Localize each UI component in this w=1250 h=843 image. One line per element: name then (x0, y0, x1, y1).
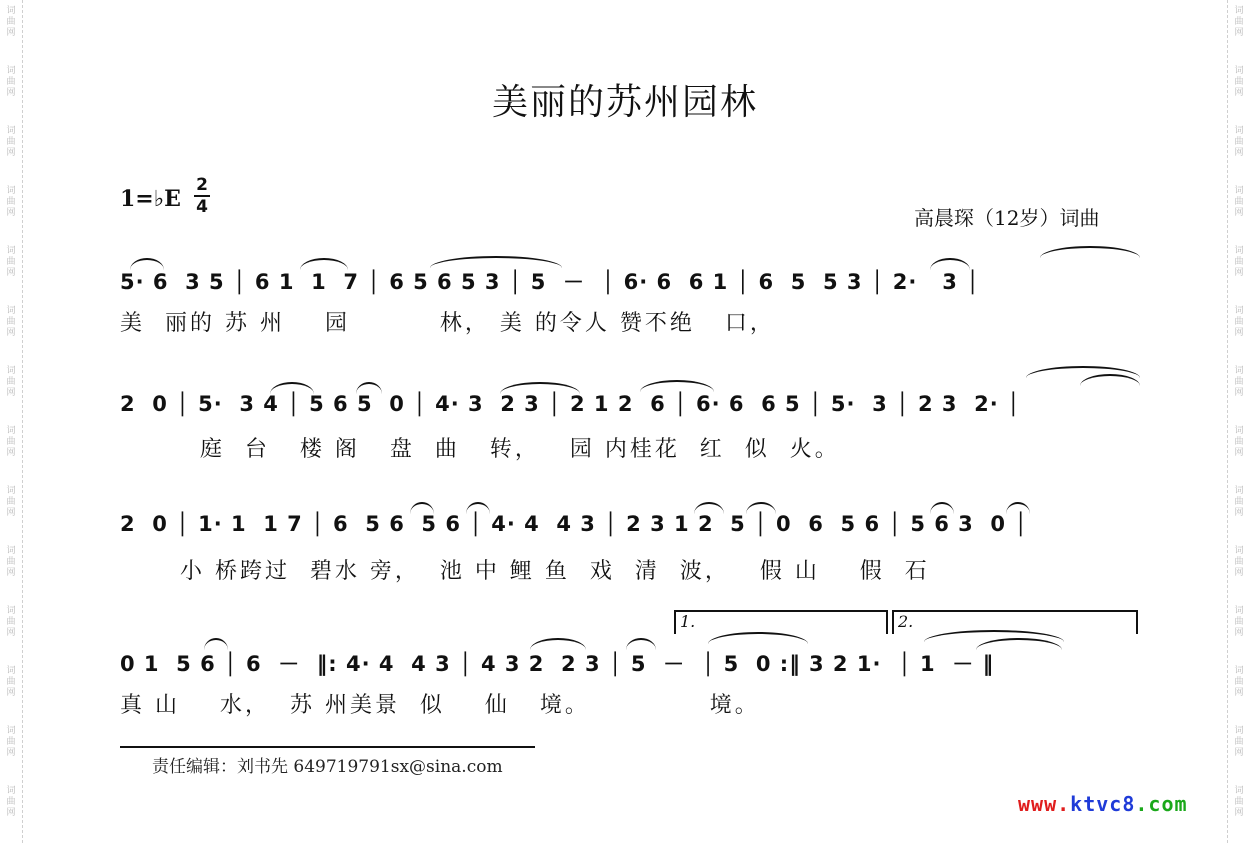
score-row-4 (120, 612, 1150, 688)
left-watermark-strip (0, 0, 23, 843)
lyrics-line: 美 丽的 苏 州 园 林， 美 的令人 赞不绝 口， (120, 311, 775, 336)
lyrics-line: 真 山 水， 苏 州美景 似 仙 境。 境。 (120, 693, 760, 718)
watermark-text: 词曲网 (6, 666, 16, 698)
composer-credit: 高晨琛（12岁）词曲 (914, 206, 1100, 230)
watermark-text: 词曲网 (6, 426, 16, 458)
watermark-text: 词曲网 (6, 366, 16, 398)
score-row-2 (120, 392, 1150, 432)
notation-line: 2 0 │ 1· 1 1 7 │ 6 5 6 5 6 │ 4· 4 4 3 │ 2 3 1 2 5 │ 0 6 5 6 │ 5 6 3 0 │ (120, 512, 1028, 536)
watermark-text: 词曲网 (6, 546, 16, 578)
editor-credit: 责任编辑：刘书先 649719791sx@sina.com (152, 757, 503, 777)
lyrics-row-1 (120, 306, 1150, 346)
watermark-text: 词曲网 (1234, 726, 1244, 758)
lyrics-row-2 (120, 432, 1150, 472)
lyrics-row-4 (120, 688, 1150, 728)
watermark-text: 词曲网 (6, 726, 16, 758)
watermark-text: 词曲网 (6, 786, 16, 818)
watermark-text: 词曲网 (1234, 666, 1244, 698)
watermark-text: 词曲网 (1234, 426, 1244, 458)
footer-divider (120, 746, 535, 748)
watermark-text: 词曲网 (1234, 186, 1244, 218)
time-signature-bottom: 4 (196, 197, 208, 217)
lyrics-line: 庭 台 楼 阁 盘 曲 转， 园 内桂花 红 似 火。 (120, 437, 840, 462)
score-row-1 (120, 266, 1150, 306)
slur (640, 380, 714, 392)
site-part-3: .com (1135, 792, 1188, 816)
time-signature-top: 2 (196, 175, 208, 195)
watermark-text: 词曲网 (6, 246, 16, 278)
time-signature (194, 176, 210, 216)
site-part-1: www. (1018, 792, 1071, 816)
watermark-text: 词曲网 (1234, 246, 1244, 278)
lyrics-line: 小 桥跨过 碧水 旁， 池 中 鲤 鱼 戏 清 波， 假 山 假 石 (120, 559, 930, 584)
site-watermark (1018, 792, 1188, 816)
notation-line: 0 1 5 6 │ 6 － ‖: 4· 4 4 3 │ 4 3 2 2 3 │ 5 － │ 5 0 :‖ 3 2 1· │ 1 － ‖ (120, 652, 995, 676)
watermark-text: 词曲网 (1234, 6, 1244, 38)
song-title: 美丽的苏州园林 (491, 82, 758, 123)
lyrics-row-3 (120, 554, 1150, 594)
watermark-text: 词曲网 (1234, 366, 1244, 398)
watermark-text: 词曲网 (6, 186, 16, 218)
watermark-text: 词曲网 (1234, 606, 1244, 638)
watermark-text: 词曲网 (6, 306, 16, 338)
tie (1040, 246, 1140, 258)
watermark-text: 词曲网 (6, 606, 16, 638)
notation-line: 2 0 │ 5· 3 4 │ 5 6 5 0 │ 4· 3 2 3 │ 2 1 2 6 │ 6· 6 6 5 │ 5· 3 │ 2 3 2· │ (120, 392, 1021, 416)
right-watermark-strip (1227, 0, 1250, 843)
notation-line: 5· 6 3 5 │ 6 1 1 7 │ 6 5 6 5 3 │ 5 － │ 6· 6 6 1 │ 6 5 5 3 │ 2· 3 │ (120, 270, 980, 294)
key-signature: 1=♭E (120, 186, 181, 212)
watermark-text: 词曲网 (1234, 486, 1244, 518)
watermark-text: 词曲网 (1234, 306, 1244, 338)
volta-label-1: 1. (680, 612, 696, 631)
watermark-text: 词曲网 (1234, 126, 1244, 158)
watermark-text: 词曲网 (6, 6, 16, 38)
watermark-text: 词曲网 (1234, 66, 1244, 98)
volta-label-2: 2. (898, 612, 914, 631)
watermark-text: 词曲网 (1234, 546, 1244, 578)
watermark-text: 词曲网 (6, 126, 16, 158)
site-part-2: ktvc8 (1070, 792, 1136, 816)
score-row-3 (120, 512, 1150, 552)
watermark-text: 词曲网 (1234, 786, 1244, 818)
first-ending-bracket (674, 610, 888, 634)
watermark-text: 词曲网 (6, 486, 16, 518)
watermark-text: 词曲网 (6, 66, 16, 98)
